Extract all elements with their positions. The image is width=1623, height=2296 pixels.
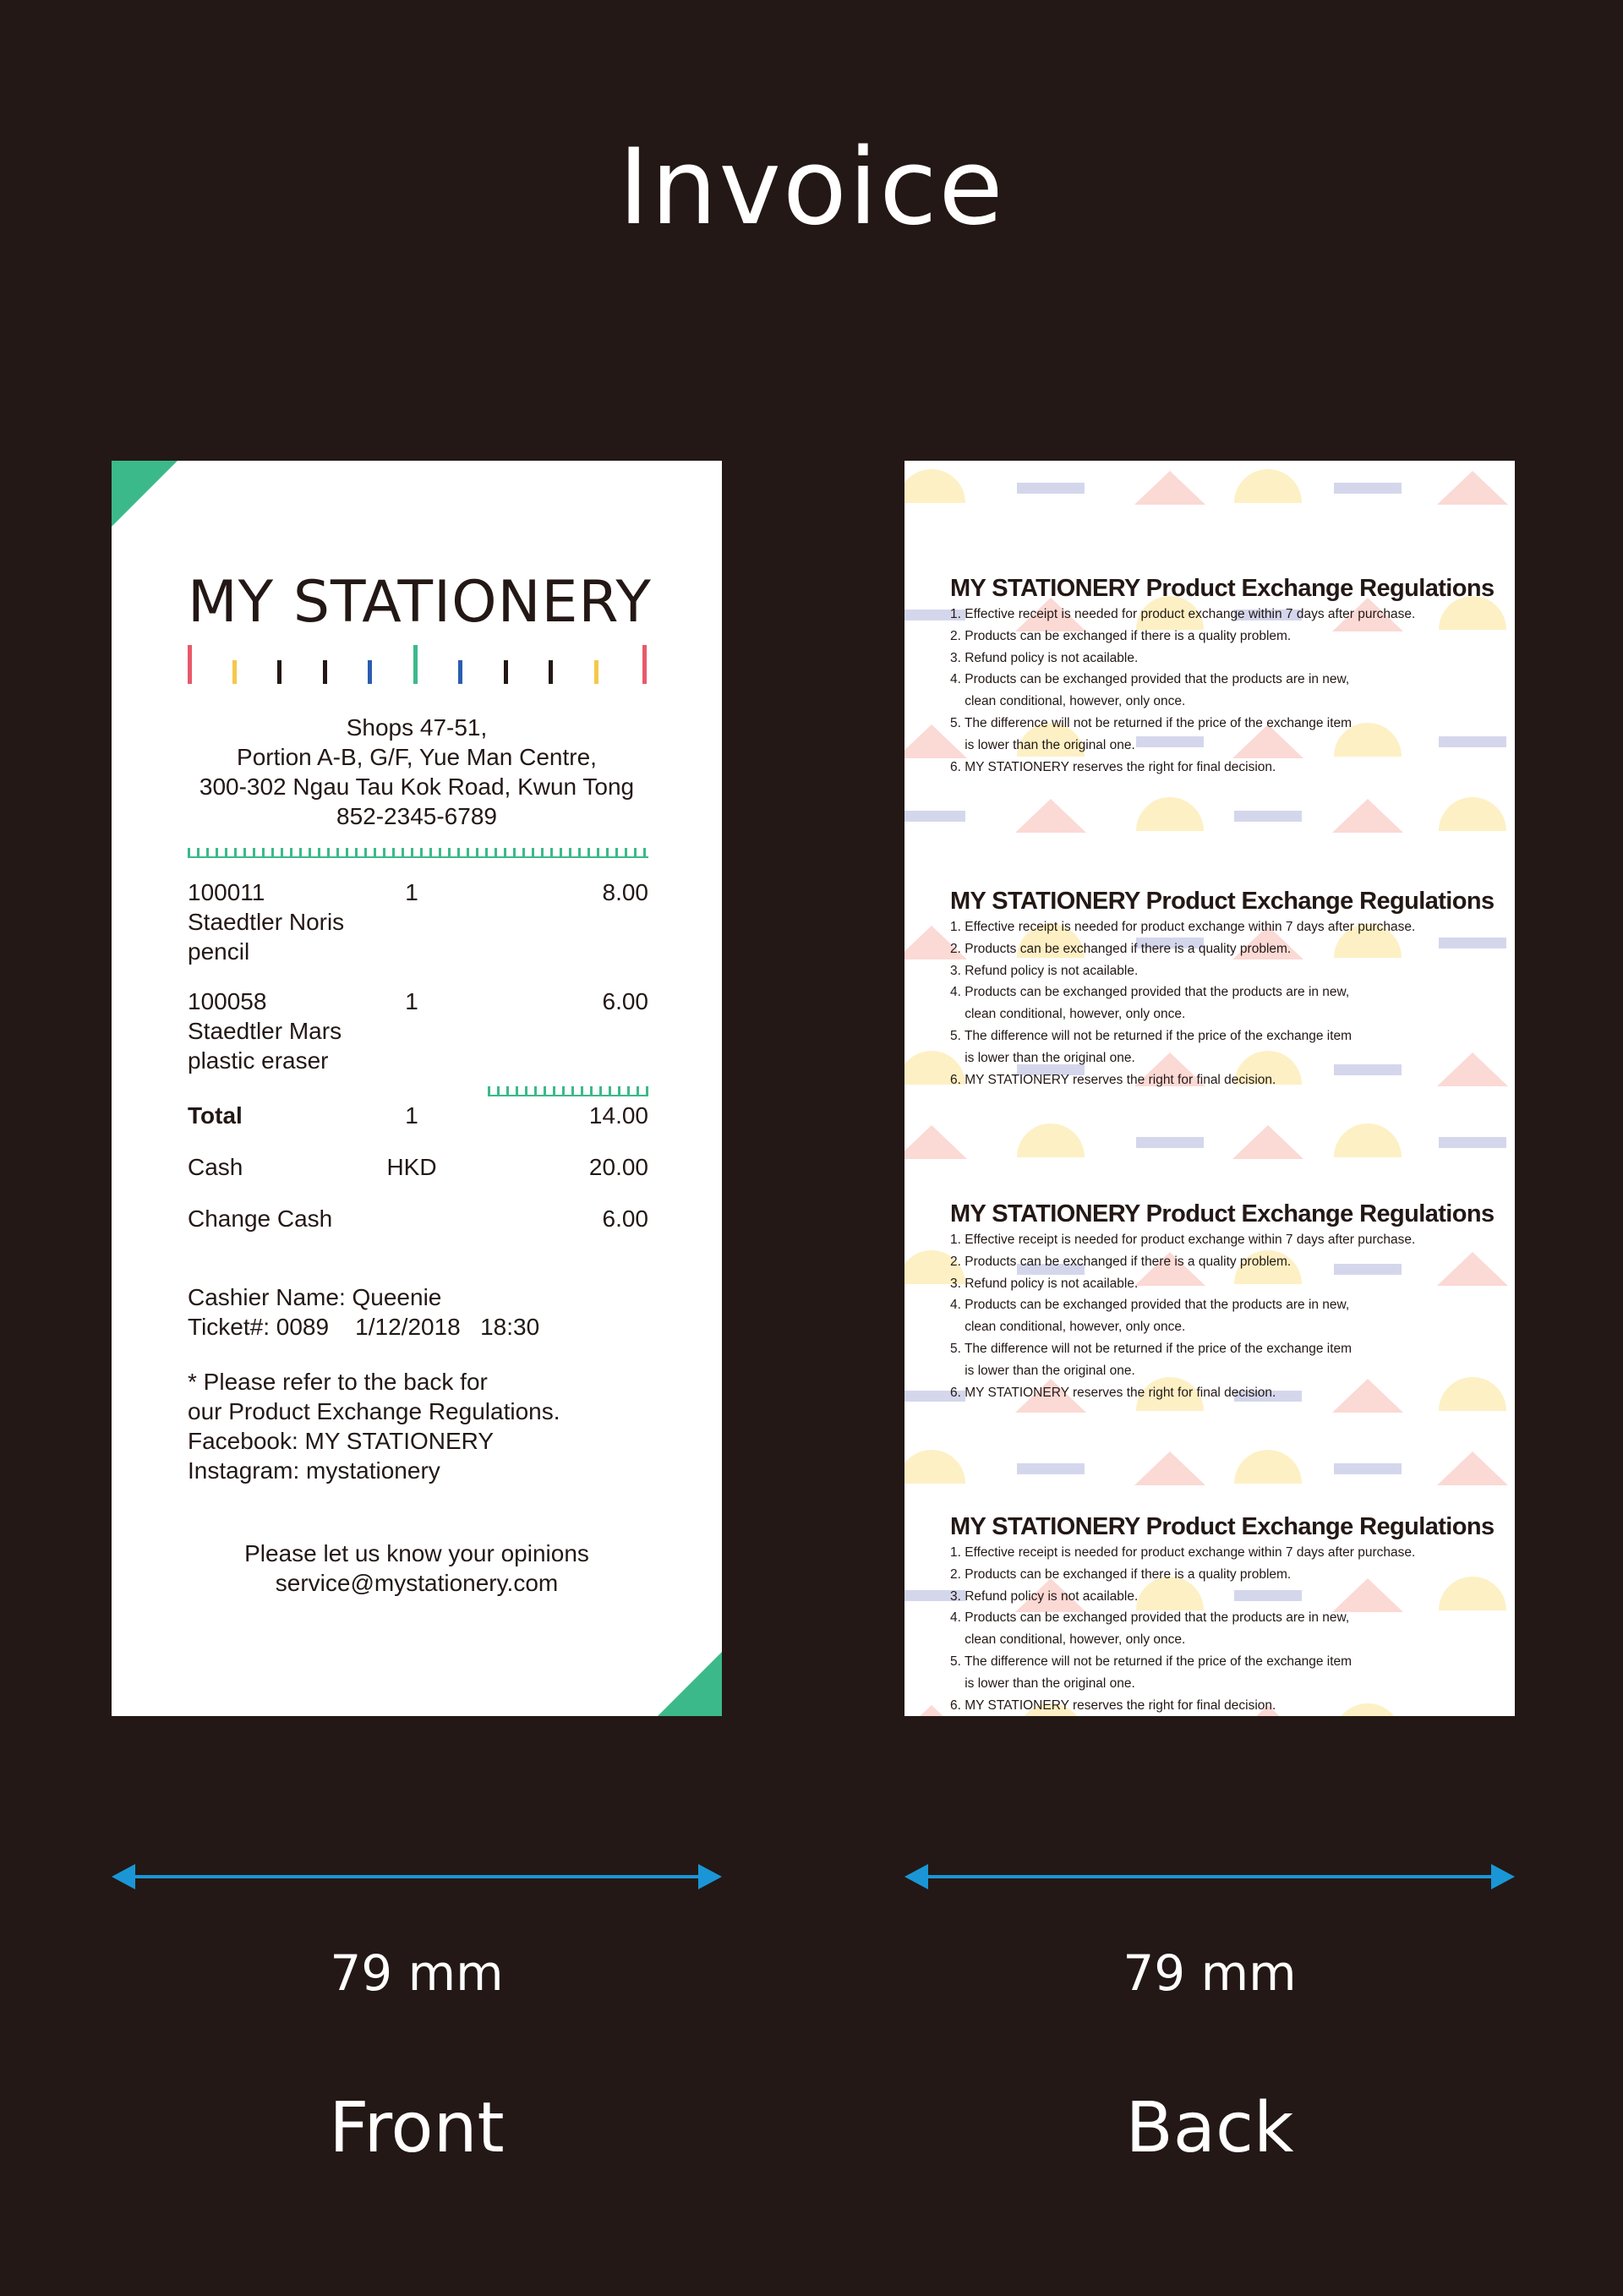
tick-blue — [458, 660, 462, 684]
regulation-item: 2. Products can be exchanged if there is a quality problem. — [950, 628, 1292, 643]
back-width-label: 79 mm — [1123, 1944, 1297, 2002]
regulation-item: 2. Products can be exchanged if there is a quality problem. — [950, 1566, 1292, 1582]
regulation-block — [950, 1199, 1495, 1403]
pattern-triangle — [1437, 471, 1508, 505]
regulation-item: 3. Refund policy is not acailable. — [950, 1588, 1139, 1604]
pattern-semicircle — [1439, 797, 1506, 831]
pattern-semicircle — [904, 469, 965, 503]
corner-triangle-bottom-right — [658, 1652, 722, 1716]
pattern-bar — [1017, 483, 1085, 494]
tick-black — [277, 660, 281, 684]
tick-yellow — [232, 660, 237, 684]
regulation-item: 1. Effective receipt is needed for product exchange within 7 days after purchase. — [950, 1545, 1416, 1560]
tick-green — [413, 645, 418, 684]
regulation-title: MY STATIONERY Product Exchange Regulations — [950, 1513, 1495, 1540]
cashier-info — [188, 1282, 661, 1342]
pattern-bar — [904, 811, 965, 822]
regulation-item: 3. Refund policy is not acailable. — [950, 963, 1139, 978]
pattern-semicircle — [1334, 1123, 1402, 1157]
pattern-triangle — [1332, 799, 1403, 833]
regulation-title: MY STATIONERY Product Exchange Regulations — [950, 888, 1495, 915]
regulation-item: is lower than the original one. — [950, 737, 1135, 752]
subtotal-ruler — [488, 1086, 648, 1096]
item-code: 100011 — [188, 879, 265, 905]
regulation-item: 1. Effective receipt is needed for product exchange within 7 days after purchase. — [950, 920, 1416, 934]
regulation-item: is lower than the original one. — [950, 1676, 1135, 1691]
ticket-info: Ticket#: 0089 1/12/2018 18:30 — [188, 1314, 540, 1340]
pattern-triangle — [1134, 1451, 1205, 1485]
pattern-bar — [1017, 1463, 1085, 1474]
regulation-item: 4. Products can be exchanged provided that the products are in new, — [950, 1610, 1350, 1626]
regulation-block — [950, 1512, 1495, 1716]
pattern-triangle — [1015, 799, 1086, 833]
service-email: service@mystationery.com — [275, 1570, 559, 1596]
pattern-bar — [1439, 1137, 1506, 1148]
pattern-bar — [1334, 483, 1402, 494]
pattern-bar — [1334, 1463, 1402, 1474]
tick-red — [188, 645, 192, 684]
tick-black — [323, 660, 327, 684]
regulation-item: 1. Effective receipt is needed for product exchange within 7 days after purchase. — [950, 1233, 1416, 1247]
regulation-item: 5. The difference will not be returned if the price of the exchange item — [950, 1341, 1352, 1356]
cashier-name: Cashier Name: Queenie — [188, 1284, 442, 1310]
pattern-bar — [1234, 811, 1302, 822]
front-width-label: 79 mm — [330, 1944, 504, 2002]
regulation-item: 6. MY STATIONERY reserves the right for final decision. — [950, 1697, 1276, 1713]
pattern-triangle — [1232, 1125, 1303, 1159]
store-address: Shops 47-51, Portion A-B, G/F, Yue Man Centre, 300-302 Ngau Tau Kok Road, Kwun Tong 852-2345-6789 — [112, 713, 722, 831]
regulation-item: is lower than the original one. — [950, 1050, 1135, 1065]
back-label: Back — [1125, 2088, 1294, 2168]
tick-black — [549, 660, 553, 684]
width-arrow-front — [112, 1862, 722, 1891]
pattern-semicircle — [1017, 1123, 1085, 1157]
regulation-item: 5. The difference will not be returned if the price of the exchange item — [950, 715, 1352, 730]
regulation-item: 6. MY STATIONERY reserves the right for final decision. — [950, 1072, 1276, 1087]
pattern-semicircle — [1136, 797, 1204, 831]
front-label: Front — [329, 2088, 505, 2168]
receipt-front: M Y STATIONERY Shops 47-51, Portion A-B, G/F, Yue Man Centre, 300-302 Ngau Tau Kok Road, Kwun Tong 852-2345-6789 100011 1 8.00 Staedtler Noris pencil 100058 1 6.00 Staedtler Mars plastic eraser Total 1 14.00 Cash HKD 20.00 Change Cash 6.00 Cashier Name: Queenie Ticket#: 0089 1/12/2018 18:30 * Please refer to the back for our Product Exchange Regulations. Facebook: MY STATIONERY Instagram: mystationery Please let us know your opinions service@mystationery.com — [112, 461, 722, 1716]
pattern-semicircle — [1234, 1450, 1302, 1484]
regulation-item: 6. MY STATIONERY reserves the right for final decision. — [950, 759, 1276, 774]
logo-pencil-m: M — [188, 569, 238, 636]
pattern-semicircle — [1234, 469, 1302, 503]
regulation-item: clean conditional, however, only once. — [950, 1007, 1186, 1022]
feedback-note: Please let us know your opinions service@mystationery.com — [112, 1539, 722, 1598]
page-title: Invoice — [618, 127, 1005, 249]
width-arrow-back — [904, 1862, 1515, 1891]
regulation-item: 3. Refund policy is not acailable. — [950, 1276, 1139, 1291]
item-qty: 1 — [405, 988, 418, 1014]
regulation-item: 4. Products can be exchanged provided that the products are in new, — [950, 985, 1350, 1000]
regulation-item: clean conditional, however, only once. — [950, 1632, 1186, 1648]
instagram-handle: Instagram: mystationery — [188, 1457, 440, 1484]
color-tick-row — [188, 645, 648, 687]
facebook-handle: Facebook: MY STATIONERY — [188, 1428, 495, 1454]
regulation-block — [950, 573, 1495, 778]
pattern-bar — [1136, 1137, 1204, 1148]
item-code: 100058 — [188, 988, 267, 1014]
tick-black — [504, 660, 508, 684]
receipt-back — [904, 461, 1515, 1716]
store-logo — [188, 569, 652, 636]
item-price: 6.00 — [602, 988, 648, 1014]
regulation-item: is lower than the original one. — [950, 1363, 1135, 1378]
notes: * Please refer to the back for our Product Exchange Regulations. Facebook: MY STATIONERY Instagram: mystationery — [188, 1367, 661, 1485]
regulation-item: 4. Products can be exchanged provided that the products are in new, — [950, 672, 1350, 687]
regulation-item: 5. The difference will not be returned if the price of the exchange item — [950, 1654, 1352, 1669]
phone-number: 852-2345-6789 — [336, 803, 497, 829]
regulation-item: clean conditional, however, only once. — [950, 694, 1186, 709]
pattern-triangle — [1437, 1451, 1508, 1485]
tick-blue — [368, 660, 372, 684]
divider-ruler — [188, 848, 648, 858]
logo-text: Y STATIONERY — [238, 569, 652, 636]
pattern-triangle — [1134, 471, 1205, 505]
regulation-item: 4. Products can be exchanged provided that the products are in new, — [950, 1298, 1350, 1313]
regulation-item: 1. Effective receipt is needed for product exchange within 7 days after purchase. — [950, 607, 1416, 621]
regulation-item: 2. Products can be exchanged if there is a quality problem. — [950, 941, 1292, 956]
pattern-semicircle — [904, 1450, 965, 1484]
regulation-title: MY STATIONERY Product Exchange Regulations — [950, 575, 1495, 602]
regulation-item: 6. MY STATIONERY reserves the right for final decision. — [950, 1385, 1276, 1400]
pattern-triangle — [904, 1125, 967, 1159]
regulation-title: MY STATIONERY Product Exchange Regulations — [950, 1200, 1495, 1227]
tick-red — [642, 645, 647, 684]
regulation-item: 2. Products can be exchanged if there is a quality problem. — [950, 1254, 1292, 1269]
regulation-item: 5. The difference will not be returned if the price of the exchange item — [950, 1028, 1352, 1043]
regulation-item: clean conditional, however, only once. — [950, 1320, 1186, 1335]
item-qty: 1 — [405, 879, 418, 905]
tick-yellow — [594, 660, 598, 684]
item-price: 8.00 — [602, 879, 648, 905]
regulation-item: 3. Refund policy is not acailable. — [950, 650, 1139, 665]
corner-triangle-top-left — [112, 461, 178, 527]
regulation-block — [950, 886, 1495, 1091]
